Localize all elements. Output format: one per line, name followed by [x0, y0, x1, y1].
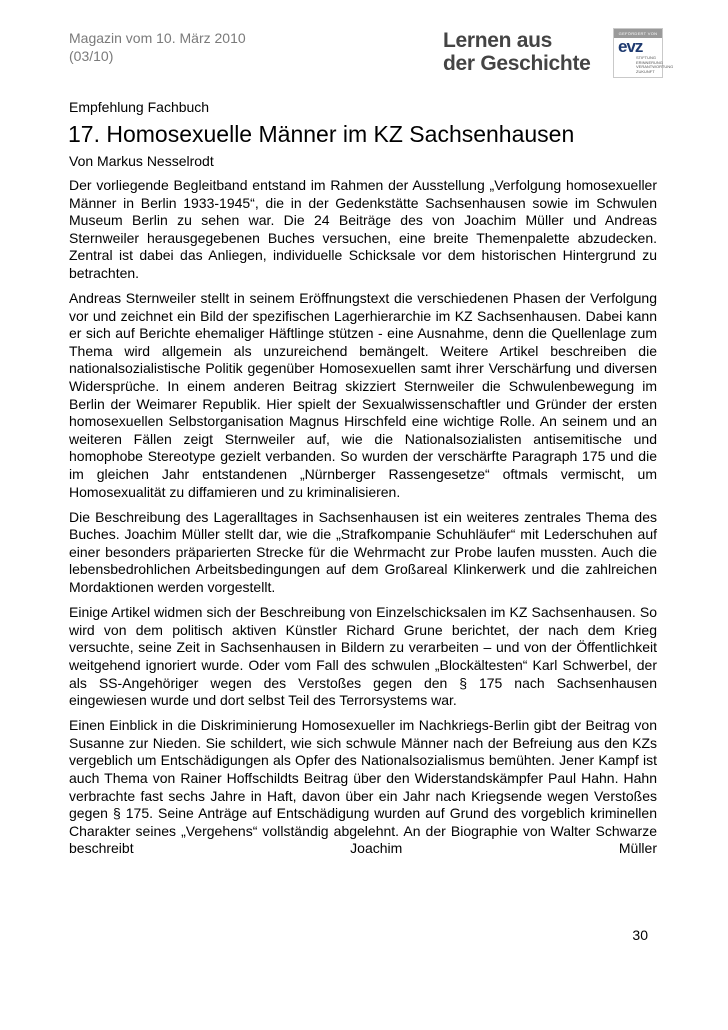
logo-line-2: der Geschichte — [443, 52, 591, 75]
evz-funded-by: GEFÖRDERT VON — [614, 29, 662, 38]
article-body — [69, 177, 657, 865]
evz-sub-4: ZUKUNFT — [636, 68, 655, 74]
article-author: Von Markus Nesselrodt — [69, 153, 214, 169]
evz-sub-2: ERINNERUNG — [636, 59, 663, 65]
article-kicker: Empfehlung Fachbuch — [69, 99, 210, 115]
magazine-date: Magazin vom 10. März 2010 — [69, 30, 246, 46]
logo-line-1: Lernen aus — [443, 29, 553, 52]
article-paragraph: Der vorliegende Begleitband entstand im Rahmen der Ausstellung „Verfolgung homosexueller Männer in Berlin 1933-1945“, die in der Gedenkstätte Sachsenhausen sowie im Schwulen Museum Berlin zu sehen war. Die 24 Beiträge des von Joachim Müller und Andreas Sternweiler herausgegebenen Buches versuchen, eine breite Themenpalette abzudecken. Zentral ist dabei das Anliegen, individuelle Schicksale vor dem historischen Hintergrund zu betrachten. — [69, 177, 657, 281]
magazine-issue: (03/10) — [69, 48, 114, 64]
evz-mark: evz — [618, 37, 643, 56]
article-paragraph: Einige Artikel widmen sich der Beschreibung von Einzelschicksalen im KZ Sachsenhausen. So wird von dem politisch aktiven Künstler Richard Grune berichtet, der nach dem Krieg versuchte, seine Zeit in Sachsenhausen in Bildern zu verarbeiten – und von der Öffentlichkeit weitgehend ignoriert wurde. Oder vom Fall des schwulen „Blockältesten“ Karl Schwerbel, der als SS-Angehöriger wegen des Verstoßes gegen den § 175 nach Sachsenhausen eingewiesen wurde und dort selbst Teil des Terrorsystems war. — [69, 604, 657, 709]
evz-sub-1: STIFTUNG — [636, 55, 656, 60]
article-paragraph: Die Beschreibung des Lageralltages in Sachsenhausen ist ein weiteres zentrales Thema des Buches. Joachim Müller stellt dar, wie die „Strafkompanie Schuhläufer“ mit Lederschuhen auf einer besonders präparierten Strecke für die Wehrmacht zur Probe laufen mussten. Auch die lebensbedrohlichen Arbeitsbedingungen auf dem Großareal Klinkerwerk und die zahlreichen Mordaktionen werden vorgestellt. — [69, 508, 657, 596]
article-paragraph: Andreas Sternweiler stellt in seinem Eröffnungstext die verschiedenen Phasen der Verfolgung vor und zeichnet ein Bild der spezifischen Lagerhierarchie im KZ Sachsenhausen. Dabei kann er sich auf Berichte ehemaliger Häftlinge stützen - eine Ausnahme, denn die Quellenlage zum Thema wird allgemein als unzureichend bemängelt. Weitere Artikel beschreiben die nationalsozialistische Politik gegenüber Homosexuellen samt ihrer Verschärfung und diversen Widersprüche. In einem anderen Beitrag skizziert Sternweiler die Schwulenbewegung im Berlin der Weimarer Republik. Hier spielt der Sexualwissenschaftler und Gründer der ersten homosexuellen Selbstorganisation Magnus Hirschfeld eine wichtige Rolle. An seinem und an weiteren Fällen zeigt Sternweiler auf, wie die Nationalsozialisten antisemitische und homophobe Stereotype gezielt verbanden. So wurden der verschärfte Paragraph 175 und die im gleichen Jahr entstandenen „Nürnberger Rassengesetze“ oftmals vermischt, um Homosexualität zu diffamieren und zu kriminalisieren. — [69, 290, 657, 500]
evz-sub-3: VERANTWORTUNG — [636, 64, 674, 70]
magazine-issue-info — [69, 29, 246, 65]
page-number: 30 — [632, 927, 648, 943]
evz-foundation-logo — [613, 28, 674, 78]
lernen-aus-der-geschichte-logo — [443, 29, 591, 75]
article-paragraph: Einen Einblick in die Diskriminierung Homosexueller im Nachkriegs-Berlin gibt der Beitrag von Susanne zur Nieden. Sie schildert, wie sich schwule Männer nach der Befreiung aus den KZs vergeblich um Entschädigungen als Opfer des Nationalsozialismus bemühten. Jener Kampf ist auch Thema von Rainer Hoffschildts Beitrag über den Widerstandskämpfer Paul Hahn. Hahn verbrachte fast sechs Jahre in Haft, davon über ein Jahr nach Kriegsende wegen Verstoßes gegen § 175. Seine Anträge auf Entschädigung wurden auf Grund des vorgeblich kriminellen Charakter seines „Vergehens“ vollständig abgelehnt. An der Biographie von Walter Schwarze beschreibt Joachim Müller — [69, 717, 657, 857]
article-title: 17. Homosexuelle Männer im KZ Sachsenhausen — [68, 121, 575, 147]
